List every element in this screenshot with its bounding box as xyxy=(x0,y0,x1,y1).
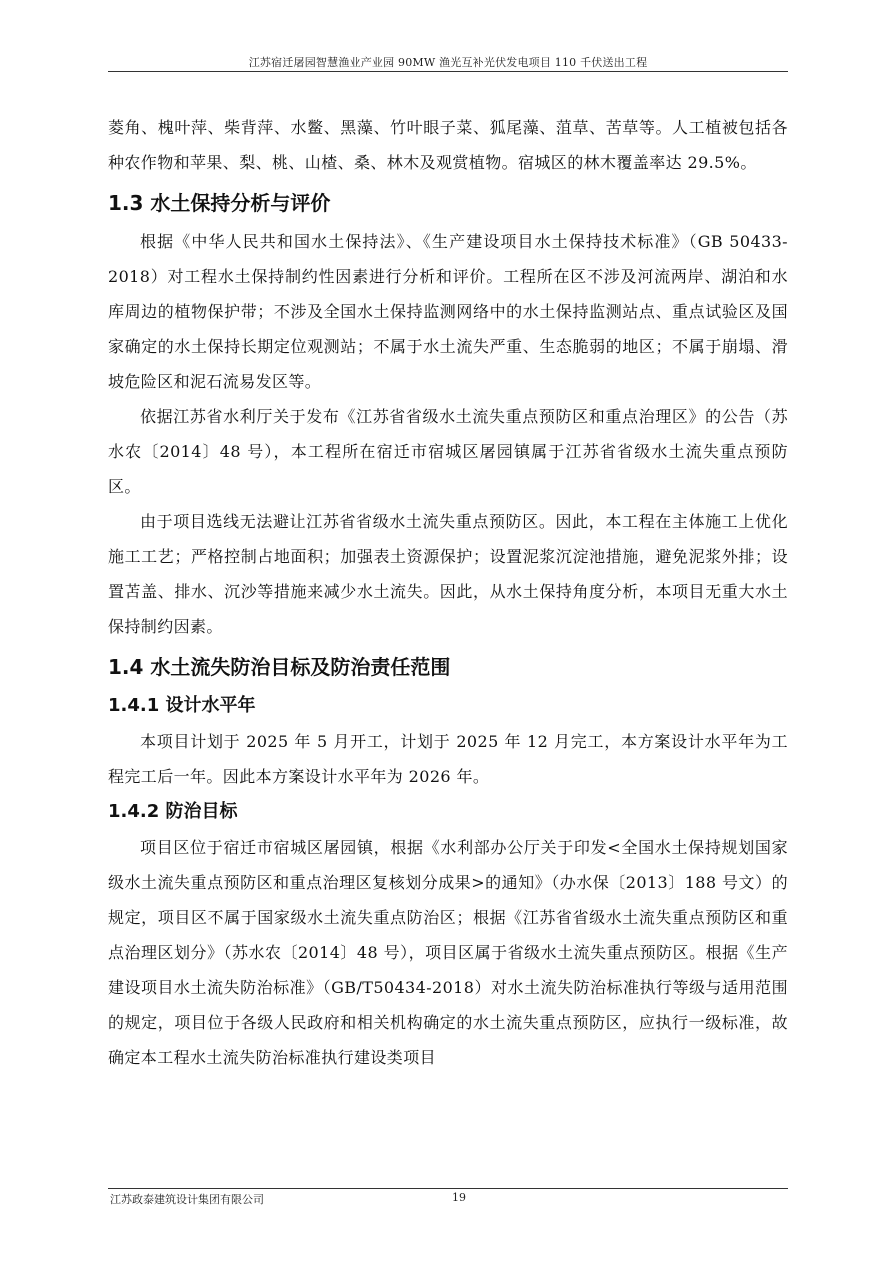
paragraph-1-3-a: 根据《中华人民共和国水土保持法》、《生产建设项目水土保持技术标准》（GB 50433-2018）对工程水土保持制约性因素进行分析和评价。工程所在区不涉及河流两岸、湖泊和水库周边的植物保护带；不涉及全国水土保持监测网络中的水土保持监测站点、重点试验区及国家确定的水土保持长期定位观测站；不属于水土流失严重、生态脆弱的地区；不属于崩塌、滑坡危险区和泥石流易发区等。 xyxy=(108,232,788,391)
footer-company: 江苏政泰建筑设计集团有限公司 xyxy=(110,1193,264,1206)
paragraph-1-3-b: 依据江苏省水利厅关于发布《江苏省省级水土流失重点预防区和重点治理区》的公告（苏水农〔2014〕48 号），本工程所在宿迁市宿城区屠园镇属于江苏省省级水土流失重点预防区。 xyxy=(108,407,788,496)
section-heading-1-3: 1.3 水土保持分析与评价 xyxy=(108,191,331,215)
subsection-heading-1-4-1: 1.4.1 设计水平年 xyxy=(108,695,256,716)
section-heading-1-4: 1.4 水土流失防治目标及防治责任范围 xyxy=(108,655,451,679)
page-body xyxy=(108,110,788,1075)
paragraph-1-4-2: 项目区位于宿迁市宿城区屠园镇，根据《水利部办公厅关于印发<全国水土保持规划国家级水土流失重点预防区和重点治理区复核划分成果>的通知》（办水保〔2013〕188 号文）的规定，项目区不属于国家级水土流失重点防治区；根据《江苏省省级水土流失重点预防区和重点治理区划分》（苏水农〔2014〕48 号），项目区属于省级水土流失重点预防区。根据《生产建设项目水土流失防治标准》（GB/T50434-2018）对水土流失防治标准执行等级与适用范围的规定，项目位于各级人民政府和相关机构确定的水土流失重点预防区，应执行一级标准，故确定本工程水土流失防治标准执行建设类项目 xyxy=(108,838,788,1067)
header-rule xyxy=(108,71,788,72)
footer-rule xyxy=(108,1188,788,1189)
running-header: 江苏宿迁屠园智慧渔业产业园 90MW 渔光互补光伏发电项目 110 千伏送出工程 xyxy=(248,56,648,69)
page-number: 19 xyxy=(452,1191,466,1204)
paragraph-1-3-c: 由于项目选线无法避让江苏省省级水土流失重点预防区。因此，本工程在主体施工上优化施工工艺；严格控制占地面积；加强表土资源保护；设置泥浆沉淀池措施，避免泥浆外排；设置苫盖、排水、沉沙等措施来减少水土流失。因此，从水土保持角度分析，本项目无重大水土保持制约因素。 xyxy=(108,512,788,636)
subsection-heading-1-4-2: 1.4.2 防治目标 xyxy=(108,801,238,822)
paragraph-continued: 菱角、槐叶萍、柴背萍、水鳖、黑藻、竹叶眼子菜、狐尾藻、菹草、苦草等。人工植被包括各种农作物和苹果、梨、桃、山楂、桑、林木及观赏植物。宿城区的林木覆盖率达 29.5%。 xyxy=(108,118,788,172)
paragraph-1-4-1: 本项目计划于 2025 年 5 月开工，计划于 2025 年 12 月完工，本方案设计水平年为工程完工后一年。因此本方案设计水平年为 2026 年。 xyxy=(108,732,788,786)
